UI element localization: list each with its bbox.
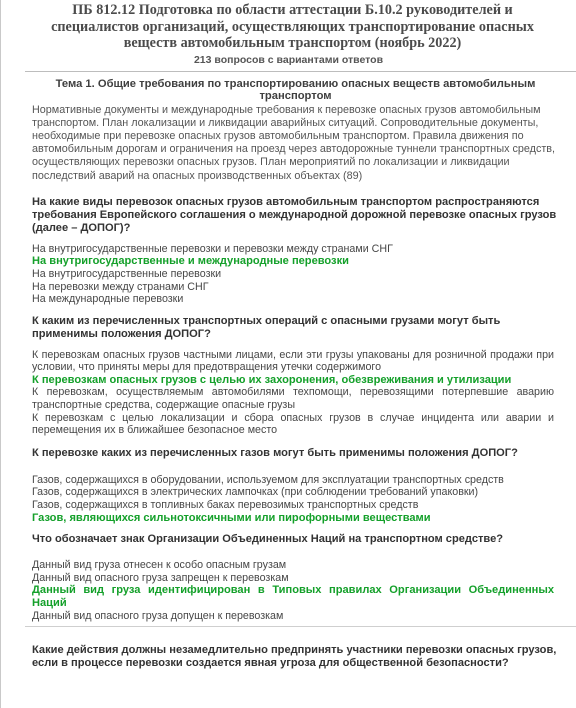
answer-list-4 xyxy=(32,559,554,622)
correct-answer: На внутригосударственные и международные перевозки xyxy=(32,255,349,268)
answer-list-2 xyxy=(32,349,554,437)
answer-option: К перевозкам с целью локализации и сбора опасных грузов в случае инцидента или аварии и перемещения их в ближайшее безопасное место xyxy=(32,411,554,437)
answer-option: Данный вид опасного груза допущен к перевозкам xyxy=(32,609,284,622)
question-2: К каким из перечисленных транспортных операций с опасными грузами могут быть применимы положения ДОПОГ? xyxy=(32,314,501,340)
question-3: К перевозке каких из перечисленных газов могут быть применимы положения ДОПОГ? xyxy=(32,446,518,459)
question-5: Какие действия должны незамедлительно предпринять участники перевозки опасных грузов, если в процессе перевозки создается явная угроза для общественной безопасности? xyxy=(32,644,557,670)
document-subtitle: 213 вопросов с вариантами ответов xyxy=(193,53,384,65)
answer-list-1 xyxy=(32,243,554,306)
answer-option: Газов, содержащихся в оборудовании, используемом для эксплуатации транспортных средств xyxy=(32,473,504,486)
answer-option: Данный вид опасного груза запрещен к перевозкам xyxy=(32,571,289,584)
answer-list-3 xyxy=(32,474,554,524)
correct-answer: Данный вид груза идентифицирован в Типовых правилах Организации Объединенных Наций xyxy=(32,584,554,609)
topic-description: Нормативные документы и международные требования к перевозке опасных грузов автомобильным транспортом. План локализации и ликвидации аварийных ситуаций. Сопроводительные документы, необходимые при перевозке опасных грузов автомобильным транспортом. Правила движения по автомобильным дорогам и ограничения на проезд через автодорожные туннели транспортных средств, осуществляющих перевозки опасных грузов. План мероприятий по локализации и ликвидации последствий аварий на опасных производственных объектах (89) xyxy=(32,103,556,182)
answer-option: На международные перевозки xyxy=(32,293,184,306)
answer-option: На внутригосударственные перевозки xyxy=(32,267,222,280)
title-divider xyxy=(25,71,576,72)
answer-option: Данный вид груза отнесен к особо опасным грузам xyxy=(32,559,287,572)
section-divider xyxy=(25,626,576,627)
answer-option: К перевозкам, осуществляемым автомобилями техпомощи, перевозящими потерпевшие аварию транспортные средства, содержащие опасные грузы xyxy=(32,386,554,412)
topic-title: Тема 1. Общие требования по транспортированию опасных веществ автомобильным транспортом xyxy=(55,77,536,102)
correct-answer: Газов, являющихся сильнотоксичными или пирофорными веществами xyxy=(32,511,431,524)
answer-option: Газов, содержащихся в электрических лампочках (при соблюдении требований упаковки) xyxy=(32,486,479,499)
question-4: Что обозначает знак Организации Объединенных Наций на транспортном средстве? xyxy=(32,533,504,546)
answer-option: К перевозкам опасных грузов частными лицами, если эти грузы упакованы для розничной продажи при условии, что приняты меры для предотвращения утечки содержимого xyxy=(32,348,554,374)
question-1: На какие виды перевозок опасных грузов автомобильным транспортом распространяются требования Европейского соглашения о международной дорожной перевозке опасных грузов (далее – ДОПОГ)? xyxy=(32,195,557,234)
correct-answer: К перевозкам опасных грузов с целью их захоронения, обезвреживания и утилизации xyxy=(32,373,512,386)
answer-option: На перевозки между странами СНГ xyxy=(32,280,209,293)
answer-option: Газов, содержащихся в топливных баках перевозимых транспортных средств xyxy=(32,499,419,512)
answer-option: На внутригосударственные перевозки и перевозки между странами СНГ xyxy=(32,242,393,255)
document-title: ПБ 812.12 Подготовка по области аттестации Б.10.2 руководителей и специалистов организаций, осуществляющих транспортирование опасных веществ автомобильным транспортом (ноябрь 2022) xyxy=(51,2,534,51)
